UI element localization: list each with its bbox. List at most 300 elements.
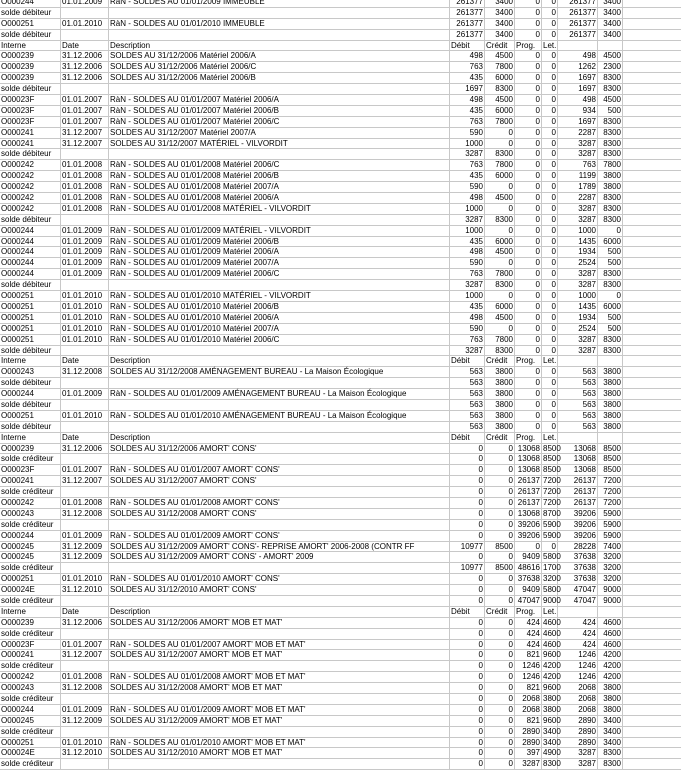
cell-description[interactable]: Description (109, 607, 450, 617)
cell-credit[interactable]: 7800 (485, 160, 515, 170)
cell-total-credit[interactable]: 3800 (598, 171, 623, 181)
cell-debit[interactable]: 3287 (450, 280, 485, 290)
cell-total-credit[interactable]: 4500 (598, 95, 623, 105)
cell-interne[interactable]: O000251 (0, 411, 61, 421)
cell-description[interactable]: RàN - SOLDES AU 01/01/2009 Matériel 2006/A (109, 247, 450, 257)
cell-total-credit[interactable]: 4200 (598, 672, 623, 682)
cell-credit[interactable]: 0 (485, 748, 515, 758)
cell-credit[interactable]: 0 (485, 672, 515, 682)
cell-prog[interactable]: Prog. (515, 41, 542, 51)
cell-credit[interactable]: Crédit (485, 356, 515, 366)
cell-credit[interactable]: 0 (485, 574, 515, 584)
cell-debit[interactable]: 1697 (450, 84, 485, 94)
cell-prog[interactable]: 0 (515, 215, 542, 225)
cell-interne[interactable]: solde créditeur (0, 520, 61, 530)
cell-credit[interactable]: 0 (485, 454, 515, 464)
cell-let[interactable]: 0 (542, 280, 558, 290)
cell-total-credit[interactable]: 3400 (598, 19, 623, 29)
cell-debit[interactable]: 0 (450, 705, 485, 715)
cell-total-credit[interactable]: 8300 (598, 269, 623, 279)
cell-interne[interactable]: O000244 (0, 247, 61, 257)
cell-debit[interactable]: 0 (450, 531, 485, 541)
cell-total-debit[interactable]: 261377 (558, 8, 598, 18)
cell-prog[interactable]: 0 (515, 182, 542, 192)
cell-prog[interactable]: 0 (515, 335, 542, 345)
cell-let[interactable]: Let. (543, 356, 557, 366)
cell-debit[interactable]: 261377 (450, 30, 485, 40)
cell-let[interactable]: 4200 (543, 661, 561, 671)
cell-total-debit[interactable]: 2068 (558, 694, 598, 704)
cell-description[interactable]: SOLDES AU 31/12/2006 Matériel 2006/B (109, 73, 450, 83)
cell-interne[interactable]: O000243 (0, 509, 61, 519)
cell-total-credit[interactable]: 7200 (598, 498, 623, 508)
cell-total-credit[interactable]: 3200 (598, 563, 623, 573)
cell-description[interactable]: Description (109, 356, 450, 366)
cell-date[interactable] (61, 661, 109, 671)
cell-total-credit[interactable]: 3800 (598, 411, 623, 421)
cell-total-debit[interactable]: 3287 (558, 280, 598, 290)
cell-credit[interactable]: 0 (485, 727, 515, 737)
cell-let[interactable]: 0 (542, 258, 558, 268)
cell-description[interactable]: RàN - SOLDES AU 01/01/2008 Matériel 2006/B (109, 171, 450, 181)
cell-credit[interactable]: 6000 (485, 302, 515, 312)
cell-date[interactable]: 01.01.2009 (61, 0, 109, 7)
cell-let[interactable]: 7200 (543, 497, 561, 507)
cell-total-debit[interactable]: 3287 (558, 139, 598, 149)
cell-prog[interactable]: 0 (515, 160, 542, 170)
cell-description[interactable]: Description (109, 433, 450, 443)
cell-total-debit[interactable]: 1000 (558, 226, 598, 236)
cell-interne[interactable]: O000241 (0, 128, 61, 138)
cell-total-debit[interactable]: 498 (558, 95, 598, 105)
cell-description[interactable]: SOLDES AU 31/12/2008 AMORT' MOB ET MAT' (109, 683, 450, 693)
cell-total-debit[interactable]: 1697 (558, 117, 598, 127)
cell-credit[interactable]: 0 (485, 596, 515, 606)
cell-total-debit[interactable]: 3287 (558, 215, 598, 225)
cell-total-debit[interactable]: 2524 (558, 324, 598, 334)
cell-prog[interactable]: Prog. (515, 433, 542, 443)
cell-interne[interactable]: solde débiteur (0, 84, 61, 94)
cell-let[interactable]: 0 (542, 226, 558, 236)
cell-let[interactable]: 0 (542, 139, 558, 149)
cell-total-credit[interactable]: 8300 (598, 346, 623, 356)
cell-date[interactable] (61, 378, 109, 388)
cell-total-debit[interactable]: 1435 (558, 237, 598, 247)
cell-interne[interactable]: solde débiteur (0, 215, 61, 225)
cell-description[interactable]: RàN - SOLDES AU 01/01/2010 IMMEUBLE (109, 19, 450, 29)
cell-interne[interactable]: O000251 (0, 313, 61, 323)
cell-description[interactable] (109, 280, 450, 290)
cell-let[interactable]: 0 (542, 193, 558, 203)
cell-credit[interactable]: 0 (485, 694, 515, 704)
cell-debit[interactable]: 435 (450, 73, 485, 83)
cell-prog[interactable]: 0 (515, 302, 542, 312)
cell-total-credit[interactable]: 8300 (598, 128, 623, 138)
cell-interne[interactable]: O000242 (0, 193, 61, 203)
cell-credit[interactable]: Crédit (485, 41, 515, 51)
cell-prog[interactable]: 821 (515, 683, 542, 693)
cell-total-debit[interactable]: 37638 (558, 574, 598, 584)
cell-date[interactable]: 01.01.2007 (61, 465, 109, 475)
cell-prog[interactable]: 47047 (515, 596, 542, 606)
cell-let[interactable]: 8700 (543, 508, 561, 518)
cell-total-debit[interactable]: 3287 (558, 269, 598, 279)
cell-total-debit[interactable]: 2287 (558, 128, 598, 138)
cell-debit[interactable]: 0 (450, 596, 485, 606)
cell-description[interactable]: SOLDES AU 31/12/2009 AMORT' CONS' - AMORT' 2009 (109, 552, 450, 562)
cell-let[interactable]: 3800 (543, 704, 561, 714)
cell-date[interactable] (61, 759, 109, 769)
cell-credit[interactable]: 3400 (485, 30, 515, 40)
cell-prog[interactable]: 0 (515, 51, 542, 61)
cell-total-debit[interactable]: 1435 (558, 302, 598, 312)
cell-credit[interactable]: 0 (485, 465, 515, 475)
cell-credit[interactable]: 3800 (485, 400, 515, 410)
cell-total-credit[interactable]: 3800 (598, 378, 623, 388)
cell-total-debit[interactable]: 563 (558, 389, 598, 399)
cell-prog[interactable]: 0 (515, 226, 542, 236)
cell-let[interactable]: 0 (542, 237, 558, 247)
cell-debit[interactable]: 261377 (450, 8, 485, 18)
cell-let[interactable]: 4200 (543, 672, 561, 682)
cell-prog[interactable]: 0 (515, 149, 542, 159)
cell-interne[interactable]: Interne (0, 356, 61, 366)
cell-credit[interactable]: Crédit (485, 607, 515, 617)
cell-let[interactable]: Let. (543, 40, 557, 50)
cell-prog[interactable]: 13068 (515, 465, 542, 475)
cell-interne[interactable]: solde débiteur (0, 378, 61, 388)
cell-credit[interactable]: 0 (485, 487, 515, 497)
cell-prog[interactable]: 26137 (515, 498, 542, 508)
cell-total-credit[interactable]: 3800 (598, 400, 623, 410)
cell-total-debit[interactable]: 2287 (558, 193, 598, 203)
cell-interne[interactable]: solde débiteur (0, 149, 61, 159)
cell-total-debit[interactable]: 934 (558, 106, 598, 116)
cell-let[interactable]: 0 (542, 8, 558, 18)
cell-prog[interactable]: 0 (515, 247, 542, 257)
cell-prog[interactable]: 0 (515, 389, 542, 399)
cell-credit[interactable]: 0 (485, 552, 515, 562)
cell-description[interactable]: RàN - SOLDES AU 01/01/2009 MATÉRIEL - VILVORDIT (109, 226, 450, 236)
cell-debit[interactable]: 435 (450, 171, 485, 181)
cell-debit[interactable]: 563 (450, 411, 485, 421)
cell-debit[interactable]: 435 (450, 237, 485, 247)
cell-total-credit[interactable]: 3800 (598, 389, 623, 399)
cell-description[interactable]: RàN - SOLDES AU 01/01/2010 AMORT' CONS' (109, 574, 450, 584)
cell-description[interactable]: RàN - SOLDES AU 01/01/2010 Matériel 2007/A (109, 324, 450, 334)
cell-description[interactable]: SOLDES AU 31/12/2008 AMÉNAGEMENT BUREAU - La Maison Écologique (109, 367, 450, 377)
cell-total-credit[interactable]: 8300 (598, 84, 623, 94)
cell-credit[interactable]: 4500 (485, 193, 515, 203)
cell-date[interactable] (61, 727, 109, 737)
cell-date[interactable]: 01.01.2010 (61, 411, 109, 421)
cell-date[interactable]: 31.12.2006 (61, 444, 109, 454)
cell-total-credit[interactable]: 7200 (598, 487, 623, 497)
cell-debit[interactable]: 1000 (450, 204, 485, 214)
cell-date[interactable]: 31.12.2007 (61, 476, 109, 486)
cell-total-credit[interactable]: 8500 (598, 465, 623, 475)
cell-date[interactable]: 31.12.2006 (61, 73, 109, 83)
cell-prog[interactable]: 0 (515, 422, 542, 432)
cell-prog[interactable]: 2890 (515, 727, 542, 737)
cell-interne[interactable]: solde créditeur (0, 487, 61, 497)
cell-date[interactable]: 01.01.2008 (61, 193, 109, 203)
cell-description[interactable]: Description (109, 41, 450, 51)
cell-total-debit[interactable]: 1934 (558, 313, 598, 323)
cell-debit[interactable]: 0 (450, 454, 485, 464)
cell-credit[interactable]: 3800 (485, 422, 515, 432)
cell-prog[interactable]: 0 (515, 117, 542, 127)
cell-description[interactable] (109, 694, 450, 704)
cell-prog[interactable]: 0 (515, 0, 542, 7)
cell-credit[interactable]: 4500 (485, 313, 515, 323)
cell-debit[interactable]: 590 (450, 182, 485, 192)
cell-let[interactable]: 0 (542, 51, 558, 61)
cell-debit[interactable]: 498 (450, 193, 485, 203)
cell-credit[interactable]: 8300 (485, 215, 515, 225)
cell-description[interactable]: RàN - SOLDES AU 01/01/2007 AMORT' MOB ET MAT' (109, 640, 450, 650)
cell-description[interactable] (109, 84, 450, 94)
cell-date[interactable]: 01.01.2008 (61, 204, 109, 214)
cell-debit[interactable]: 0 (450, 509, 485, 519)
cell-debit[interactable]: 0 (450, 650, 485, 660)
cell-description[interactable]: RàN - SOLDES AU 01/01/2008 MATÉRIEL - VILVORDIT (109, 204, 450, 214)
cell-total-credit[interactable]: 4200 (598, 650, 623, 660)
cell-date[interactable]: 31.12.2006 (61, 618, 109, 628)
cell-date[interactable] (61, 215, 109, 225)
cell-total-credit[interactable] (598, 356, 623, 366)
cell-interne[interactable]: solde créditeur (0, 596, 61, 606)
cell-date[interactable] (61, 563, 109, 573)
cell-debit[interactable]: 498 (450, 247, 485, 257)
cell-let[interactable]: 0 (542, 389, 558, 399)
cell-debit[interactable]: 0 (450, 476, 485, 486)
cell-interne[interactable]: O000242 (0, 160, 61, 170)
cell-prog[interactable]: 0 (515, 280, 542, 290)
cell-credit[interactable]: 8300 (485, 346, 515, 356)
cell-total-credit[interactable]: 3800 (598, 705, 623, 715)
cell-interne[interactable]: O000239 (0, 51, 61, 61)
cell-date[interactable] (61, 487, 109, 497)
cell-description[interactable]: RàN - SOLDES AU 01/01/2009 AMORT' MOB ET MAT' (109, 705, 450, 715)
cell-interne[interactable]: Interne (0, 607, 61, 617)
cell-credit[interactable]: 3800 (485, 389, 515, 399)
cell-total-credit[interactable]: 500 (598, 324, 623, 334)
cell-let[interactable]: 8500 (543, 443, 561, 453)
cell-description[interactable] (109, 563, 450, 573)
cell-description[interactable]: RàN - SOLDES AU 01/01/2009 Matériel 2006/C (109, 269, 450, 279)
cell-total-credit[interactable]: 8500 (598, 454, 623, 464)
cell-total-debit[interactable]: 1789 (558, 182, 598, 192)
cell-prog[interactable]: 397 (515, 748, 542, 758)
cell-prog[interactable]: 1246 (515, 672, 542, 682)
cell-credit[interactable]: 7800 (485, 62, 515, 72)
cell-credit[interactable]: 6000 (485, 237, 515, 247)
cell-debit[interactable]: 763 (450, 117, 485, 127)
cell-description[interactable] (109, 759, 450, 769)
cell-total-credit[interactable]: 8300 (598, 204, 623, 214)
cell-total-debit[interactable]: 1246 (558, 650, 598, 660)
cell-description[interactable]: RàN - SOLDES AU 01/01/2007 Matériel 2006/C (109, 117, 450, 127)
cell-prog[interactable]: 13068 (515, 454, 542, 464)
cell-date[interactable] (61, 629, 109, 639)
cell-prog[interactable]: 26137 (515, 487, 542, 497)
cell-total-credit[interactable]: 500 (598, 247, 623, 257)
cell-prog[interactable]: 1246 (515, 661, 542, 671)
cell-interne[interactable]: O000242 (0, 204, 61, 214)
cell-let[interactable]: 0 (542, 182, 558, 192)
cell-interne[interactable]: O000244 (0, 237, 61, 247)
cell-description[interactable]: SOLDES AU 31/12/2006 Matériel 2006/C (109, 62, 450, 72)
cell-total-debit[interactable]: 3287 (558, 759, 598, 769)
cell-total-credit[interactable]: 3800 (598, 182, 623, 192)
cell-total-debit[interactable]: 1246 (558, 661, 598, 671)
cell-total-debit[interactable] (558, 41, 598, 51)
cell-let[interactable]: 0 (542, 335, 558, 345)
cell-description[interactable]: SOLDES AU 31/12/2007 Matériel 2007/A (109, 128, 450, 138)
cell-date[interactable]: 31.12.2009 (61, 542, 109, 552)
cell-credit[interactable]: 0 (485, 128, 515, 138)
cell-debit[interactable]: 590 (450, 128, 485, 138)
cell-credit[interactable]: 7800 (485, 269, 515, 279)
cell-total-credit[interactable]: 8300 (598, 139, 623, 149)
cell-total-debit[interactable]: 2890 (558, 727, 598, 737)
cell-total-debit[interactable]: 39206 (558, 509, 598, 519)
cell-let[interactable]: Let. (543, 432, 557, 442)
cell-date[interactable]: 31.12.2010 (61, 748, 109, 758)
cell-date[interactable]: 01.01.2009 (61, 226, 109, 236)
cell-credit[interactable]: 0 (485, 476, 515, 486)
cell-credit[interactable]: 8300 (485, 84, 515, 94)
cell-description[interactable] (109, 596, 450, 606)
cell-prog[interactable]: 0 (515, 95, 542, 105)
cell-credit[interactable]: 0 (485, 738, 515, 748)
cell-total-credit[interactable]: 9000 (598, 585, 623, 595)
cell-debit[interactable]: 763 (450, 62, 485, 72)
cell-interne[interactable]: solde créditeur (0, 727, 61, 737)
cell-description[interactable] (109, 378, 450, 388)
cell-credit[interactable]: 3800 (485, 378, 515, 388)
cell-let[interactable]: 0 (542, 95, 558, 105)
cell-prog[interactable]: 2068 (515, 694, 542, 704)
cell-credit[interactable]: Crédit (485, 433, 515, 443)
cell-date[interactable]: 01.01.2010 (61, 291, 109, 301)
cell-total-debit[interactable]: 1262 (558, 62, 598, 72)
cell-total-debit[interactable]: 47047 (558, 585, 598, 595)
cell-prog[interactable]: 13068 (515, 444, 542, 454)
cell-total-credit[interactable]: 500 (598, 106, 623, 116)
cell-total-debit[interactable]: 3287 (558, 346, 598, 356)
cell-credit[interactable]: 0 (485, 585, 515, 595)
cell-let[interactable]: 0 (542, 400, 558, 410)
cell-interne[interactable]: solde débiteur (0, 346, 61, 356)
cell-credit[interactable]: 0 (485, 705, 515, 715)
cell-total-credit[interactable]: 2300 (598, 62, 623, 72)
cell-total-credit[interactable]: 500 (598, 313, 623, 323)
cell-let[interactable]: 5900 (543, 519, 561, 529)
cell-date[interactable] (61, 400, 109, 410)
cell-date[interactable] (61, 596, 109, 606)
cell-debit[interactable]: 0 (450, 444, 485, 454)
cell-total-debit[interactable]: 1697 (558, 84, 598, 94)
cell-total-debit[interactable] (558, 433, 598, 443)
cell-description[interactable]: SOLDES AU 31/12/2010 AMORT' CONS' (109, 585, 450, 595)
cell-credit[interactable]: 6000 (485, 171, 515, 181)
cell-date[interactable]: 01.01.2007 (61, 106, 109, 116)
cell-interne[interactable]: O000251 (0, 335, 61, 345)
cell-total-credit[interactable]: 7200 (598, 476, 623, 486)
cell-description[interactable]: RàN - SOLDES AU 01/01/2010 MATÉRIEL - VILVORDIT (109, 291, 450, 301)
cell-description[interactable] (109, 487, 450, 497)
cell-prog[interactable]: 0 (515, 313, 542, 323)
cell-interne[interactable]: solde débiteur (0, 422, 61, 432)
cell-prog[interactable]: 0 (515, 73, 542, 83)
cell-debit[interactable]: 498 (450, 95, 485, 105)
cell-interne[interactable]: O000239 (0, 618, 61, 628)
cell-interne[interactable]: O000243 (0, 367, 61, 377)
cell-credit[interactable]: 8300 (485, 149, 515, 159)
cell-credit[interactable]: 4500 (485, 95, 515, 105)
cell-total-credit[interactable]: 3400 (598, 738, 623, 748)
cell-let[interactable]: 4600 (543, 628, 561, 638)
cell-prog[interactable]: 0 (515, 269, 542, 279)
cell-total-credit[interactable] (598, 607, 623, 617)
cell-credit[interactable]: 8500 (485, 563, 515, 573)
cell-prog[interactable]: 0 (515, 8, 542, 18)
cell-total-credit[interactable]: 3400 (598, 8, 623, 18)
cell-interne[interactable]: O000245 (0, 542, 61, 552)
cell-prog[interactable]: 424 (515, 618, 542, 628)
cell-debit[interactable]: Débit (450, 41, 485, 51)
cell-total-credit[interactable]: 9000 (598, 596, 623, 606)
cell-let[interactable]: 0 (542, 411, 558, 421)
cell-total-credit[interactable]: 8300 (598, 759, 623, 769)
cell-credit[interactable]: 0 (485, 618, 515, 628)
cell-prog[interactable]: 2068 (515, 705, 542, 715)
cell-let[interactable]: 8300 (543, 759, 561, 769)
cell-let[interactable]: 0 (542, 117, 558, 127)
cell-credit[interactable]: 7800 (485, 335, 515, 345)
cell-date[interactable] (61, 149, 109, 159)
cell-interne[interactable]: solde créditeur (0, 629, 61, 639)
cell-date[interactable]: 31.12.2007 (61, 650, 109, 660)
cell-total-debit[interactable]: 3287 (558, 748, 598, 758)
cell-credit[interactable]: 0 (485, 661, 515, 671)
cell-let[interactable]: 0 (542, 422, 558, 432)
cell-debit[interactable]: 0 (450, 629, 485, 639)
cell-interne[interactable]: O000242 (0, 498, 61, 508)
cell-date[interactable] (61, 422, 109, 432)
cell-prog[interactable]: 0 (515, 378, 542, 388)
cell-interne[interactable]: O000242 (0, 182, 61, 192)
cell-date[interactable]: 31.12.2006 (61, 51, 109, 61)
cell-total-credit[interactable]: 4500 (598, 51, 623, 61)
cell-debit[interactable]: 0 (450, 585, 485, 595)
cell-prog[interactable]: 37638 (515, 574, 542, 584)
cell-debit[interactable]: 763 (450, 269, 485, 279)
cell-interne[interactable]: O000244 (0, 531, 61, 541)
cell-prog[interactable]: 0 (515, 62, 542, 72)
cell-total-credit[interactable]: 3800 (598, 422, 623, 432)
cell-prog[interactable]: 0 (515, 193, 542, 203)
cell-prog[interactable]: 13068 (515, 509, 542, 519)
cell-credit[interactable]: 0 (485, 520, 515, 530)
cell-total-credit[interactable]: 8300 (598, 748, 623, 758)
cell-total-credit[interactable]: 3800 (598, 683, 623, 693)
cell-total-credit[interactable] (598, 41, 623, 51)
cell-total-debit[interactable]: 261377 (558, 19, 598, 29)
cell-description[interactable] (109, 30, 450, 40)
